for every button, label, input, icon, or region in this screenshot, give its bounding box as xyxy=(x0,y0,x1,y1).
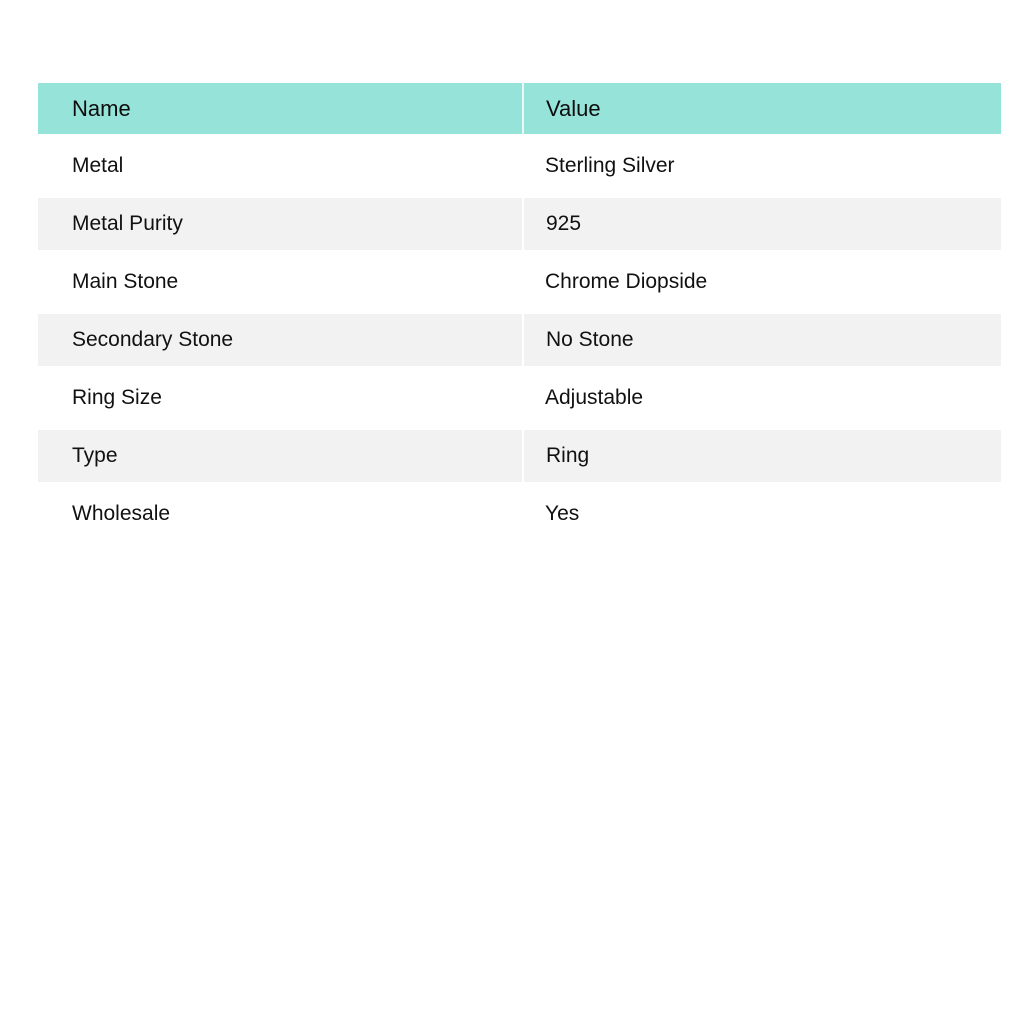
row-value-cell: Adjustable xyxy=(523,366,1001,430)
table-row xyxy=(38,250,1001,314)
column-header-value: Value xyxy=(523,83,1001,134)
column-header-name: Name xyxy=(38,83,523,134)
row-name-cell: Metal xyxy=(38,134,523,198)
table-row xyxy=(38,198,1001,250)
row-value-cell: Chrome Diopside xyxy=(523,250,1001,314)
table-body xyxy=(38,134,1001,546)
table-row xyxy=(38,314,1001,366)
row-name-cell: Main Stone xyxy=(38,250,523,314)
row-value-cell: Ring xyxy=(523,430,1001,482)
table-header-row xyxy=(38,83,1001,134)
row-name-cell: Secondary Stone xyxy=(38,314,523,366)
row-name-cell: Type xyxy=(38,430,523,482)
row-value-cell: No Stone xyxy=(523,314,1001,366)
table-header xyxy=(38,83,1001,134)
table-row xyxy=(38,134,1001,198)
row-value-cell: Yes xyxy=(523,482,1001,546)
row-name-cell: Metal Purity xyxy=(38,198,523,250)
row-value-cell: Sterling Silver xyxy=(523,134,1001,198)
row-value-cell: 925 xyxy=(523,198,1001,250)
table-row xyxy=(38,430,1001,482)
product-specifications-table xyxy=(38,83,1001,546)
row-name-cell: Ring Size xyxy=(38,366,523,430)
row-name-cell: Wholesale xyxy=(38,482,523,546)
table-row xyxy=(38,366,1001,430)
table-row xyxy=(38,482,1001,546)
